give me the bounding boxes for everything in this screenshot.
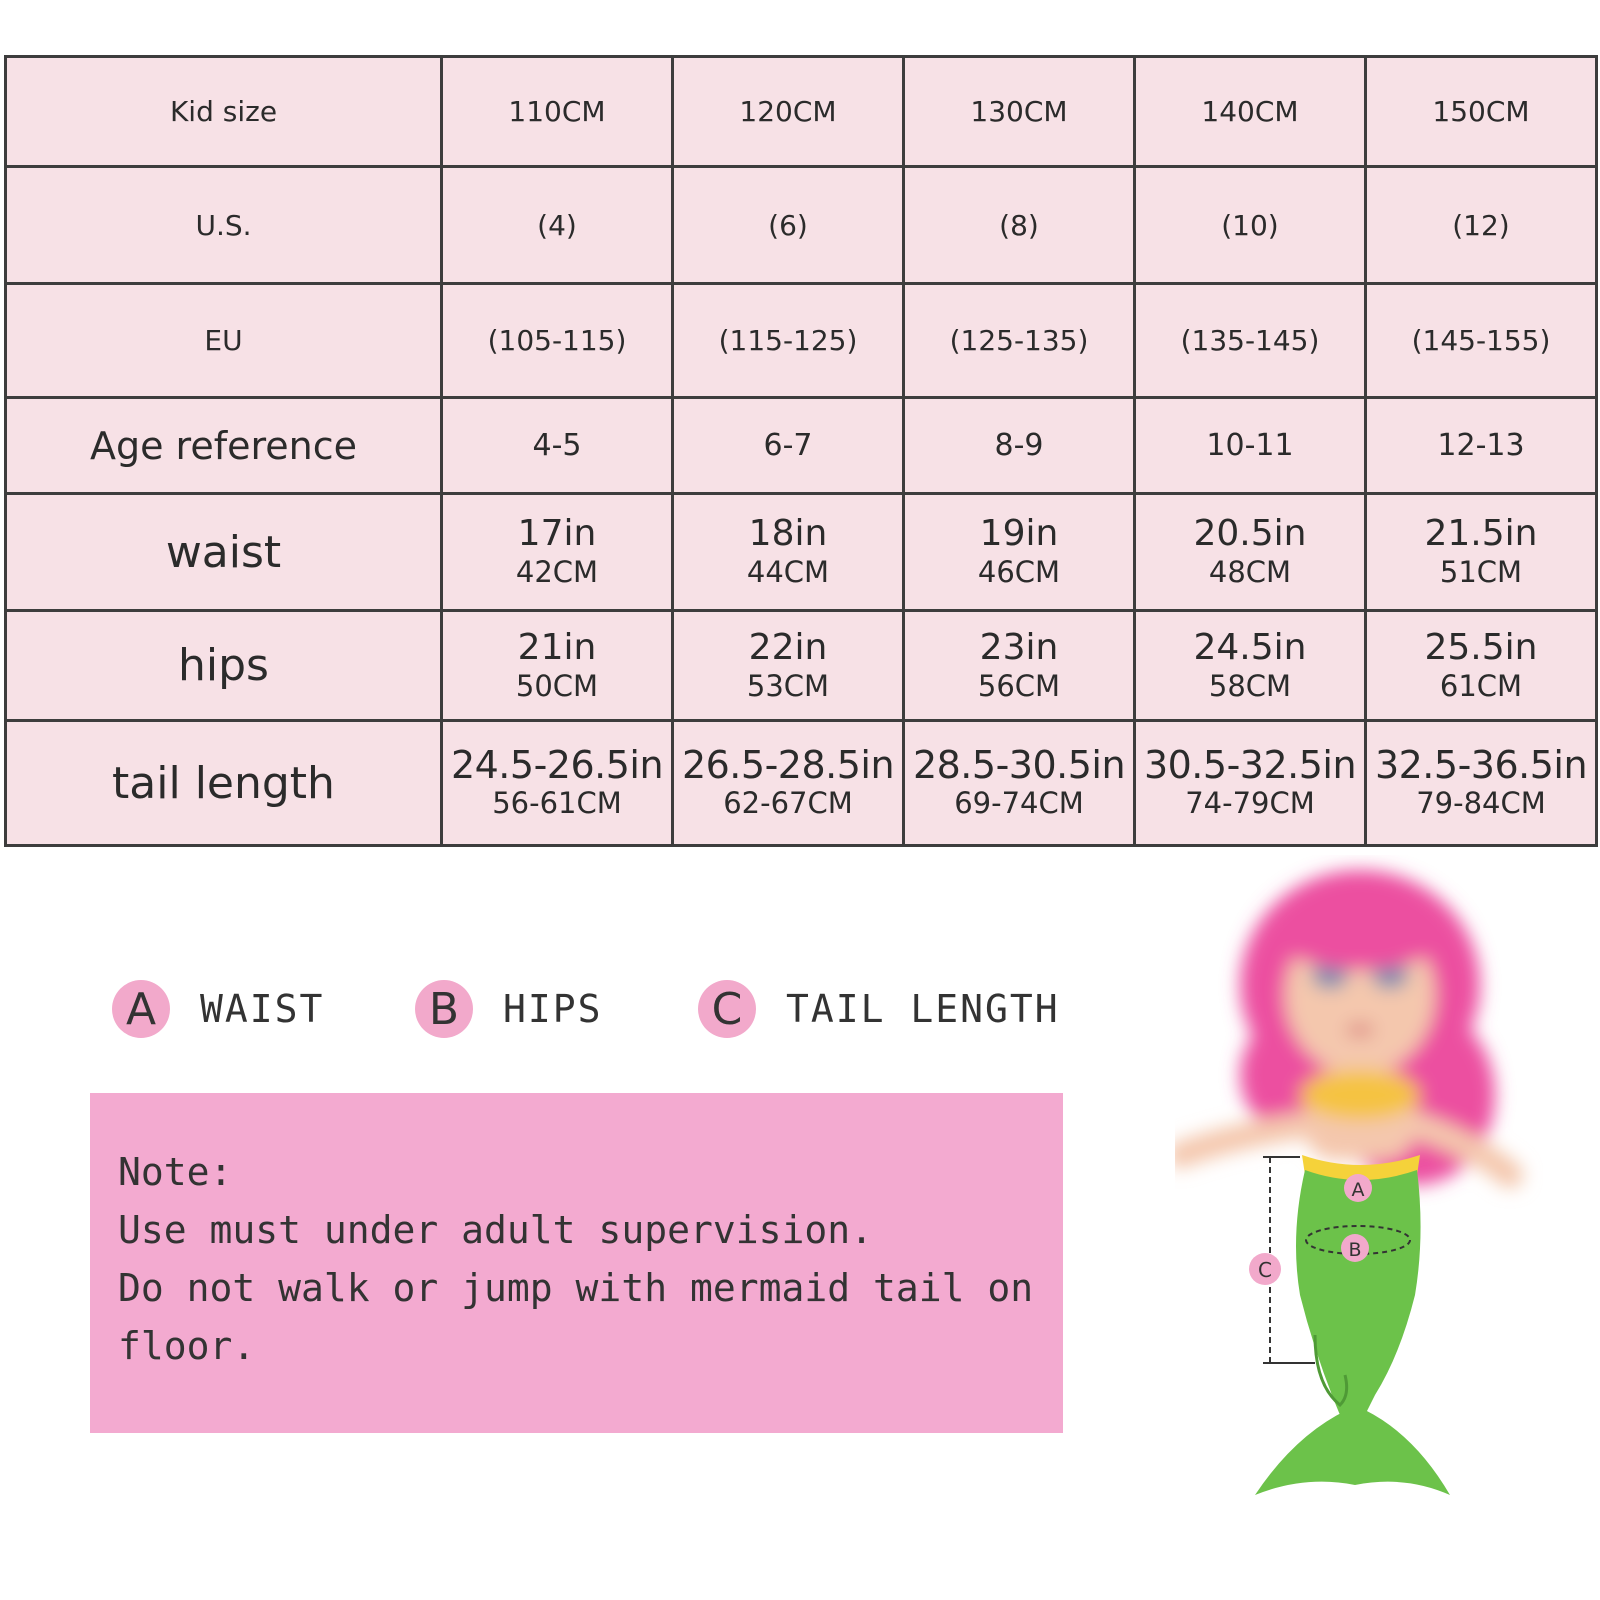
hips-inch: 23in bbox=[979, 626, 1059, 668]
mermaid-upper-body bbox=[1180, 870, 1510, 1185]
hips-row bbox=[6, 611, 1597, 721]
age-value: 4-5 bbox=[442, 398, 673, 494]
waist-cm: 51CM bbox=[1439, 555, 1523, 589]
waist-cm: 44CM bbox=[746, 555, 830, 589]
legend-marker-b: B bbox=[415, 980, 473, 1038]
mermaid-illustration bbox=[1175, 855, 1595, 1555]
hips-cell bbox=[1366, 611, 1597, 721]
hips-cm: 58CM bbox=[1208, 668, 1292, 703]
eu-value: (145-155) bbox=[1366, 284, 1597, 398]
legend-label-tail-length: TAIL LENGTH bbox=[786, 987, 1060, 1031]
tail-inch: 30.5-32.5in bbox=[1143, 743, 1357, 787]
us-value: (6) bbox=[673, 167, 904, 284]
us-value: (12) bbox=[1366, 167, 1597, 284]
age-row bbox=[6, 398, 1597, 494]
waist-cell bbox=[1366, 494, 1597, 611]
waist-cm: 46CM bbox=[977, 555, 1061, 589]
waist-cm: 48CM bbox=[1208, 555, 1292, 589]
hips-inch: 24.5in bbox=[1193, 626, 1307, 668]
marker-c-label: C bbox=[1258, 1258, 1272, 1282]
age-value: 8-9 bbox=[904, 398, 1135, 494]
hips-cm: 53CM bbox=[746, 668, 830, 703]
hips-cm: 56CM bbox=[977, 668, 1061, 703]
header-size: 110CM bbox=[442, 57, 673, 167]
waist-cm: 42CM bbox=[515, 555, 599, 589]
legend-marker-a: A bbox=[112, 980, 170, 1038]
hips-cell bbox=[1135, 611, 1366, 721]
eu-row bbox=[6, 284, 1597, 398]
note-line-walk-warning: Do not walk or jump with mermaid tail on floor. bbox=[118, 1266, 1057, 1368]
tail-cell bbox=[442, 721, 673, 846]
waist-cell bbox=[904, 494, 1135, 611]
eu-value: (125-135) bbox=[904, 284, 1135, 398]
tail-inch: 24.5-26.5in bbox=[450, 743, 664, 787]
age-label: Age reference bbox=[6, 398, 442, 494]
marker-b-label: B bbox=[1348, 1239, 1362, 1261]
eu-label: EU bbox=[6, 284, 442, 398]
header-size: 150CM bbox=[1366, 57, 1597, 167]
tail-inch: 26.5-28.5in bbox=[681, 743, 895, 787]
waist-inch: 17in bbox=[517, 513, 597, 554]
hips-inch: 25.5in bbox=[1424, 626, 1538, 668]
hips-cell bbox=[673, 611, 904, 721]
size-chart-table bbox=[4, 55, 1598, 847]
legend-label-hips: HIPS bbox=[503, 987, 603, 1031]
age-value: 12-13 bbox=[1366, 398, 1597, 494]
note-text bbox=[118, 1143, 1057, 1375]
header-size: 130CM bbox=[904, 57, 1135, 167]
age-value: 6-7 bbox=[673, 398, 904, 494]
mermaid-tail bbox=[1296, 1170, 1421, 1415]
header-size: 140CM bbox=[1135, 57, 1366, 167]
note-title: Note: bbox=[118, 1150, 233, 1194]
marker-a-label: A bbox=[1351, 1179, 1365, 1201]
tail-cm: 79-84CM bbox=[1416, 786, 1546, 820]
legend-marker-c: C bbox=[698, 980, 756, 1038]
hips-cell bbox=[904, 611, 1135, 721]
waist-cell bbox=[442, 494, 673, 611]
us-value: (8) bbox=[904, 167, 1135, 284]
legend-waist bbox=[112, 978, 324, 1040]
tail-inch: 32.5-36.5in bbox=[1374, 743, 1588, 787]
eu-value: (105-115) bbox=[442, 284, 673, 398]
eu-value: (115-125) bbox=[673, 284, 904, 398]
tail-cell bbox=[1366, 721, 1597, 846]
hips-inch: 21in bbox=[517, 626, 597, 668]
us-value: (10) bbox=[1135, 167, 1366, 284]
tail-cm: 56-61CM bbox=[492, 786, 622, 820]
tail-row bbox=[6, 721, 1597, 846]
hips-label: hips bbox=[6, 611, 442, 721]
tail-cm: 62-67CM bbox=[723, 786, 853, 820]
mermaid-fin bbox=[1255, 1410, 1450, 1495]
waist-inch: 21.5in bbox=[1424, 513, 1538, 554]
legend-label-waist: WAIST bbox=[200, 987, 325, 1031]
tail-label: tail length bbox=[6, 721, 442, 846]
us-row bbox=[6, 167, 1597, 284]
header-size: 120CM bbox=[673, 57, 904, 167]
hips-cell bbox=[442, 611, 673, 721]
tail-inch: 28.5-30.5in bbox=[912, 743, 1126, 787]
hips-cm: 50CM bbox=[515, 668, 599, 703]
waist-cell bbox=[1135, 494, 1366, 611]
legend-tail-length bbox=[698, 978, 1060, 1040]
header-row bbox=[6, 57, 1597, 167]
age-value: 10-11 bbox=[1135, 398, 1366, 494]
note-line-supervision: Use must under adult supervision. bbox=[118, 1208, 873, 1252]
tail-cell bbox=[1135, 721, 1366, 846]
hips-cm: 61CM bbox=[1439, 668, 1523, 703]
tail-cell bbox=[904, 721, 1135, 846]
note-box bbox=[90, 1093, 1063, 1433]
hips-inch: 22in bbox=[748, 626, 828, 668]
waist-inch: 18in bbox=[748, 513, 828, 554]
waist-inch: 19in bbox=[979, 513, 1059, 554]
waist-row bbox=[6, 494, 1597, 611]
us-value: (4) bbox=[442, 167, 673, 284]
header-kid-size: Kid size bbox=[6, 57, 442, 167]
waist-inch: 20.5in bbox=[1193, 513, 1307, 554]
waist-cell bbox=[673, 494, 904, 611]
legend-hips bbox=[415, 978, 603, 1040]
us-label: U.S. bbox=[6, 167, 442, 284]
tail-cell bbox=[673, 721, 904, 846]
tail-cm: 74-79CM bbox=[1185, 786, 1315, 820]
waist-label: waist bbox=[6, 494, 442, 611]
tail-cm: 69-74CM bbox=[954, 786, 1084, 820]
eu-value: (135-145) bbox=[1135, 284, 1366, 398]
